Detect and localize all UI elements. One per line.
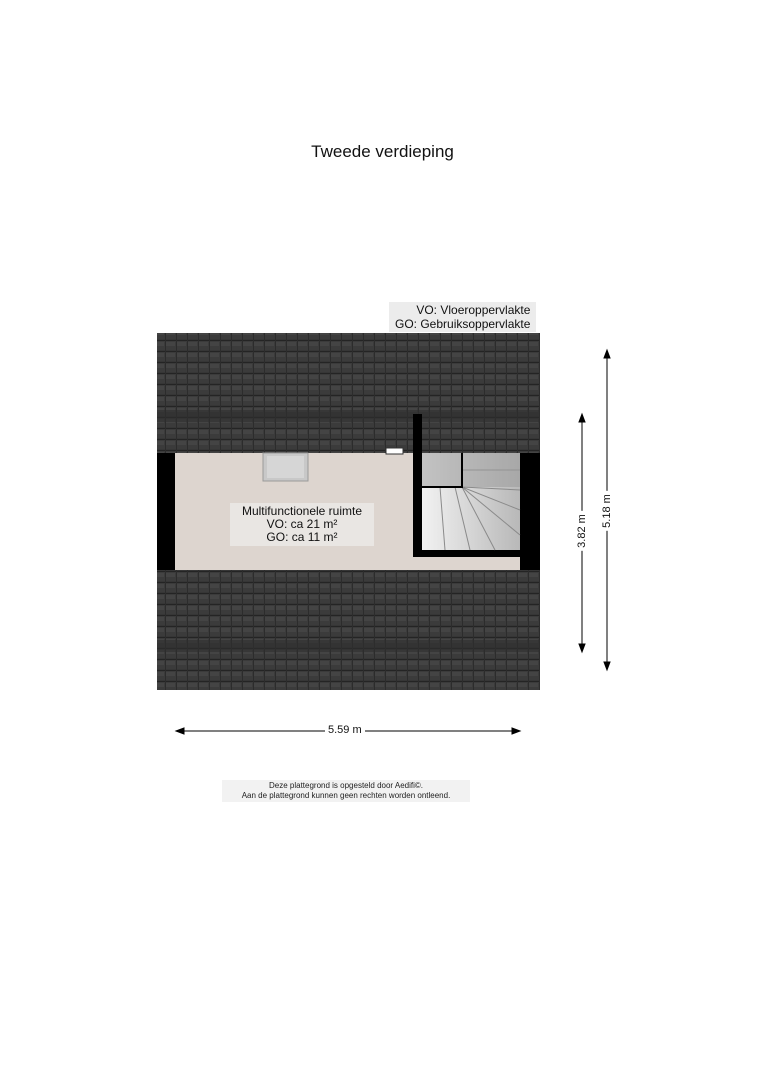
stair-wall-base <box>413 550 520 557</box>
width-dimension-label: 5.59 m <box>325 724 365 736</box>
legend-vo: VO: Vloeroppervlakte <box>416 303 531 317</box>
room-go: GO: ca 11 m² <box>266 530 338 544</box>
stair-wall-bottom <box>413 487 422 557</box>
page-title: Tweede verdieping <box>311 142 454 161</box>
stair-wall-top <box>413 414 422 489</box>
outer-height-dimension-label: 5.18 m <box>601 491 613 531</box>
legend-go: GO: Gebruiksoppervlakte <box>395 317 531 331</box>
disclaimer-line-2: Aan de plattegrond kunnen geen rechten worden ontleend. <box>241 791 451 800</box>
disclaimer <box>222 780 470 802</box>
roof-bottom <box>157 570 540 690</box>
wall-right <box>520 453 540 570</box>
room-vo: VO: ca 21 m² <box>266 517 338 531</box>
room-name: Multifunctionele ruimte <box>241 504 363 518</box>
wall-left <box>157 453 175 570</box>
inner-height-dimension-label: 3.82 m <box>576 511 588 551</box>
room-label <box>230 503 374 546</box>
vent <box>386 448 403 454</box>
roof-top <box>157 333 540 453</box>
disclaimer-line-1: Deze plattegrond is opgesteld door Aedifi©. <box>269 781 423 790</box>
